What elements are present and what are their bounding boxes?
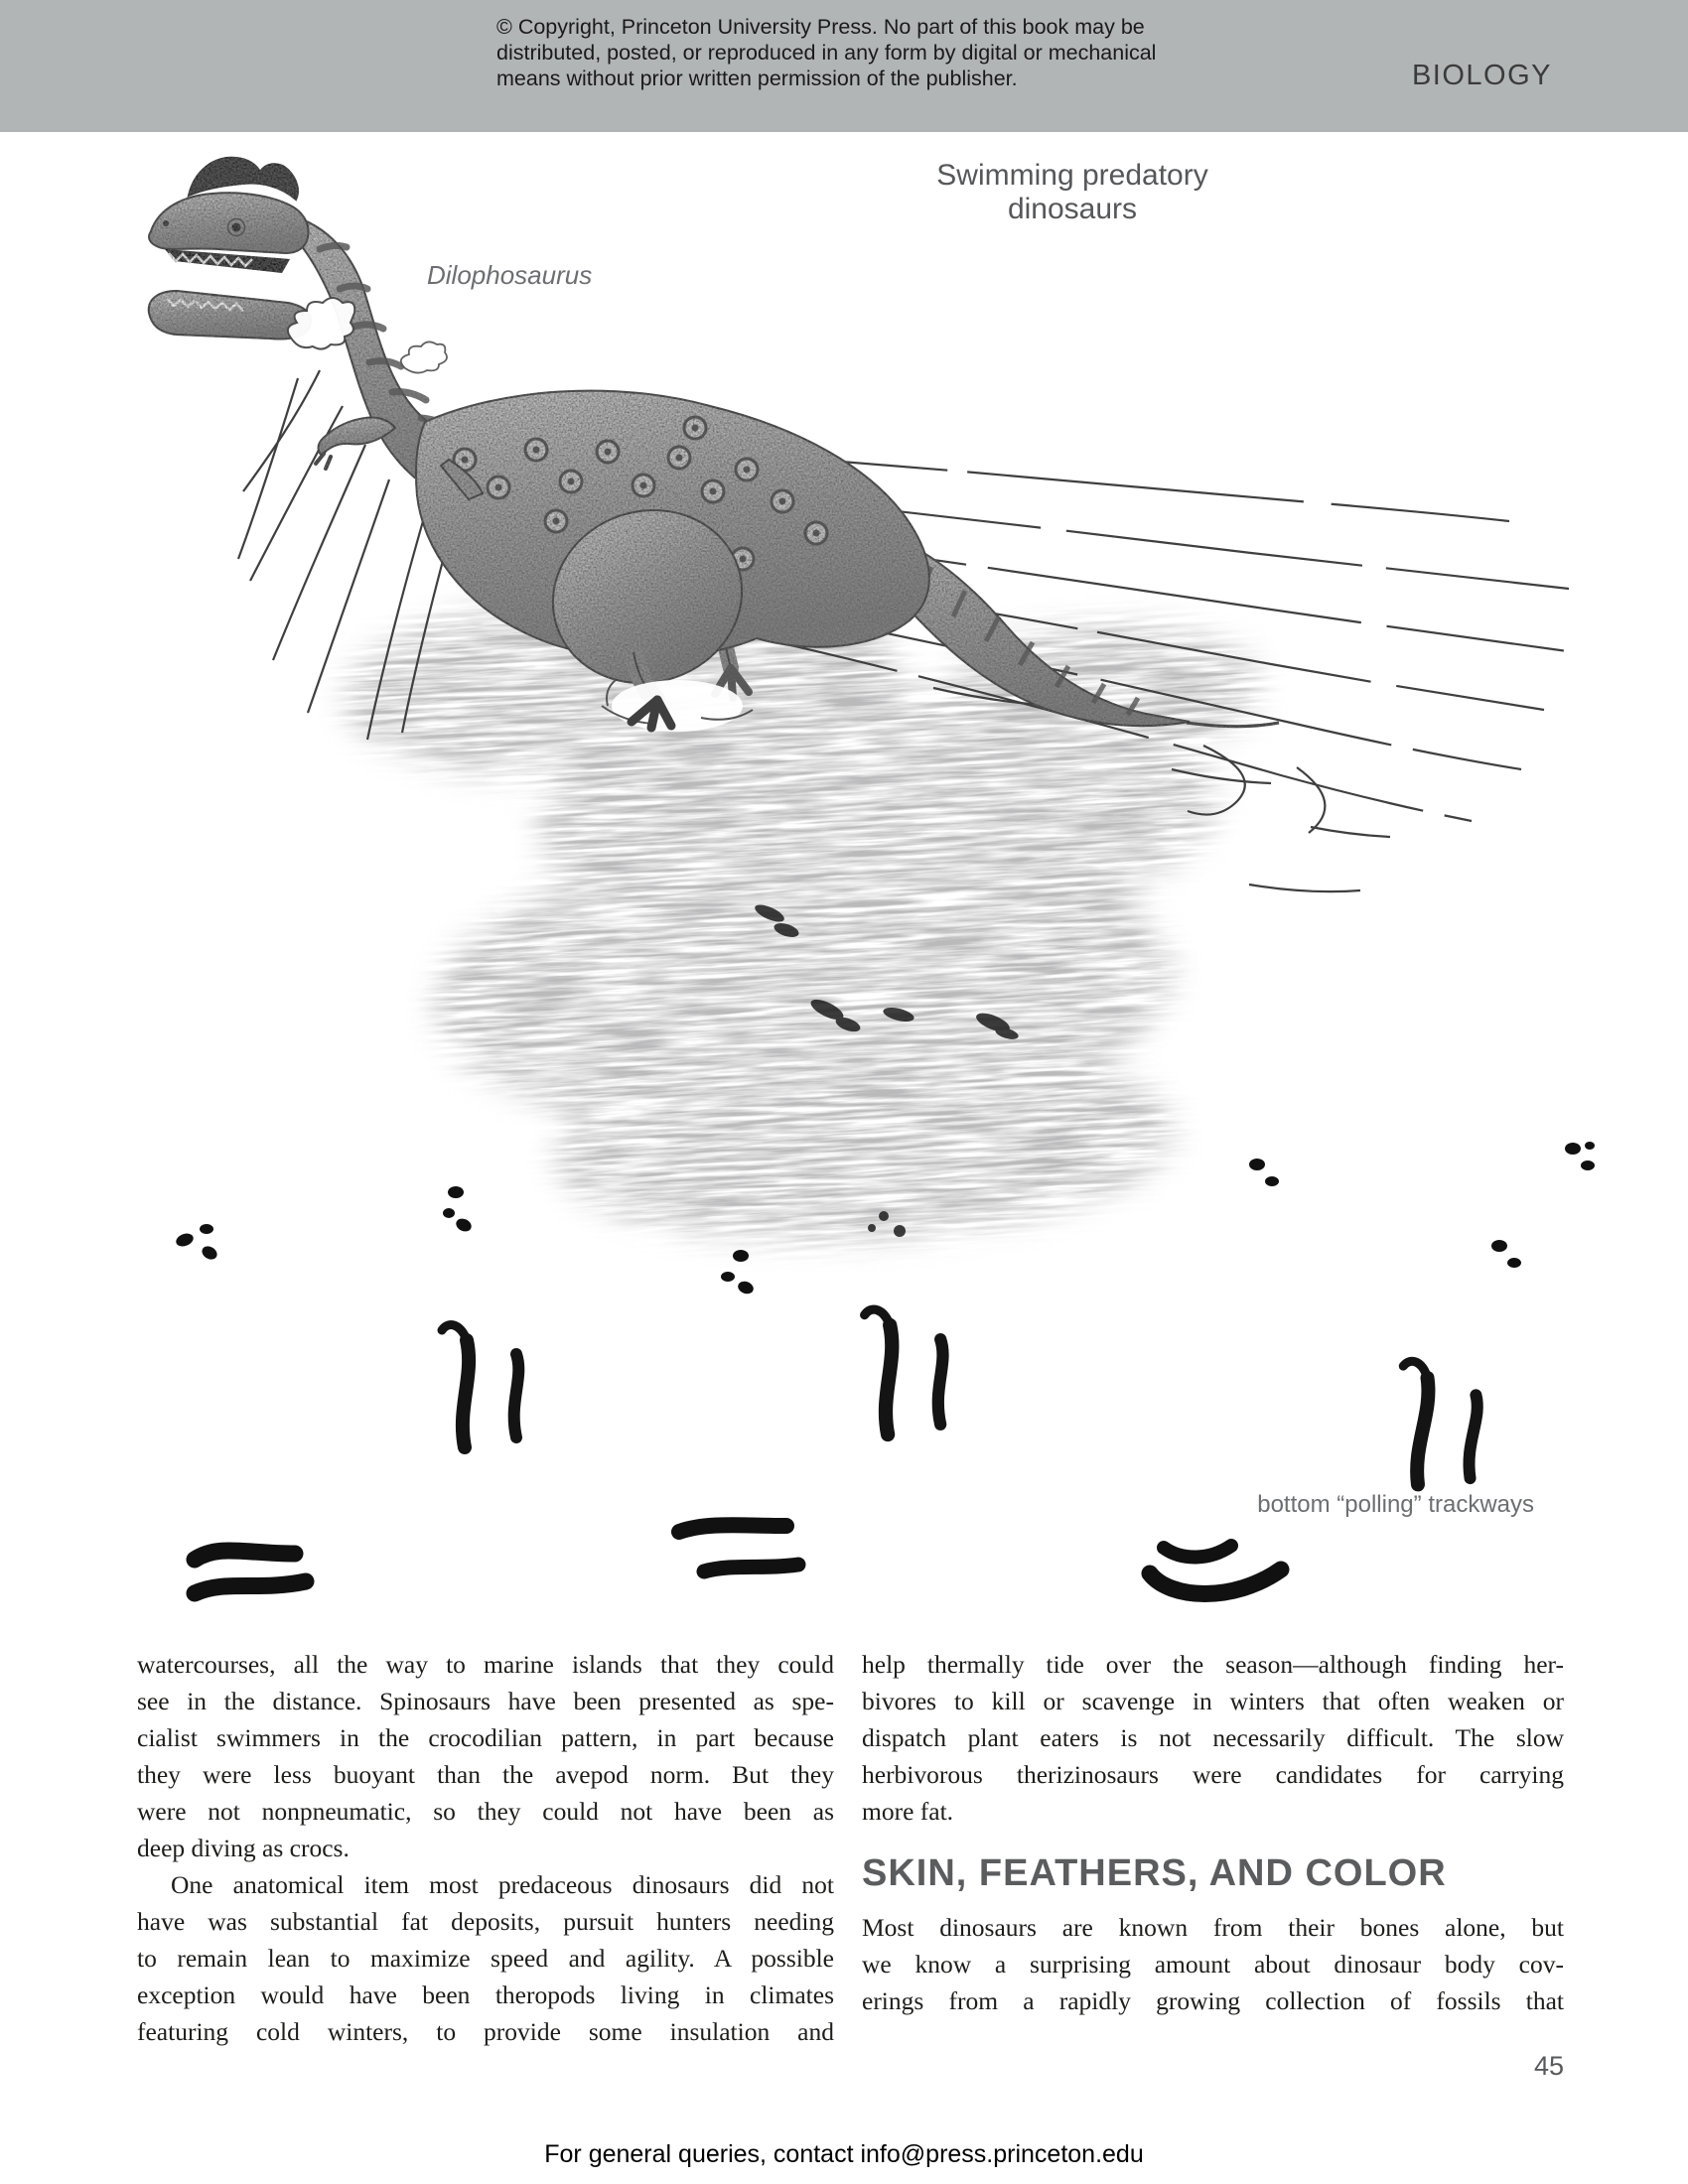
text-line: One anatomical item most predaceous dinosaurs did not — [171, 1870, 834, 1899]
copyright-notice — [496, 14, 1192, 91]
text-line: herbivorous therizinosaurs were candidates for carrying — [862, 1760, 1564, 1789]
text-line: erings from a rapidly growing collection of fossils that — [862, 1986, 1564, 2015]
text-line: see in the distance. Spinosaurs have been presented as spe- — [137, 1687, 834, 1715]
text-line: bivores to kill or scavenge in winters that often weaken or — [862, 1687, 1564, 1715]
water-stipple — [340, 557, 1287, 1264]
text-line: were not nonpneumatic, so they could not have been as — [137, 1797, 834, 1826]
figure-title: Swimming predatory dinosaurs — [936, 159, 1208, 225]
text-line: more fat. — [862, 1797, 954, 1826]
text-line: have was substantial fat deposits, pursuit hunters needing — [137, 1907, 834, 1936]
text-line: cialist swimmers in the crocodilian pattern, in part because — [137, 1723, 834, 1752]
trackway-dashes — [195, 1525, 1281, 1593]
right-column — [862, 1646, 1564, 2019]
copyright-line: distributed, posted, or reproduced in any form by digital or mechanical — [496, 41, 1157, 65]
header-bar — [0, 0, 1688, 132]
text-line: deep diving as crocs. — [137, 1834, 350, 1862]
text-line: Most dinosaurs are known from their bones alone, but — [862, 1913, 1564, 1942]
text-line: featuring cold winters, to provide some insulation and — [137, 2017, 834, 2046]
species-label: Dilophosaurus — [427, 260, 593, 290]
text-line: they were less buoyant than the avepod norm. But they — [137, 1760, 834, 1789]
left-column — [137, 1646, 834, 2050]
section-label: BIOLOGY — [1411, 60, 1552, 91]
text-line: help thermally tide over the season—although finding her- — [862, 1650, 1564, 1679]
page-number: 45 — [1533, 2051, 1564, 2081]
copyright-line: © Copyright, Princeton University Press. No part of this book may be — [496, 15, 1145, 39]
section-heading: SKIN, FEATHERS, AND COLOR — [862, 1852, 1447, 1894]
text-line: dispatch plant eaters is not necessarily difficult. The slow — [862, 1723, 1564, 1752]
copyright-line: means without prior written permission of the publisher. — [496, 67, 1018, 90]
figure-area — [0, 132, 1688, 1631]
footer-contact: For general queries, contact info@press.princeton.edu — [544, 2140, 1144, 2168]
dilophosaurus-illustration — [0, 132, 1688, 1631]
text-line: exception would have been theropods living in climates — [137, 1980, 834, 2009]
trackway-swipes — [442, 1309, 1480, 1488]
text-line: watercourses, all the way to marine islands that they could — [137, 1650, 834, 1679]
trackways-label: bottom “polling” trackways — [1257, 1491, 1534, 1518]
text-line: we know a surprising amount about dinosaur body cov- — [862, 1950, 1564, 1979]
text-line: to remain lean to maximize speed and agility. A possible — [137, 1944, 834, 1973]
